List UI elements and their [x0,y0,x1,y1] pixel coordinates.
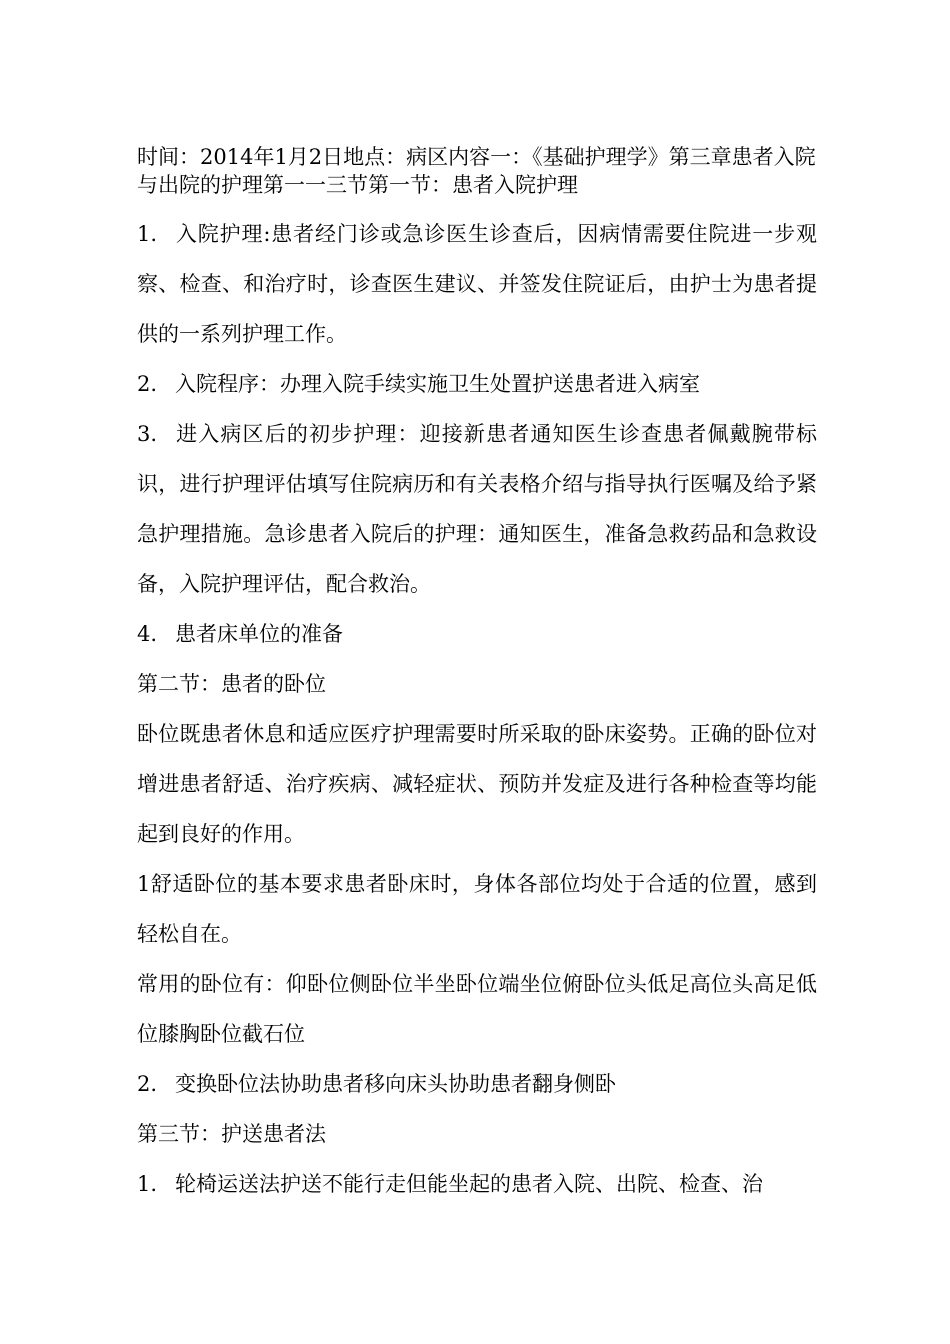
paragraph-text: 轮椅运送法护送不能行走但能坐起的患者入院、出院、检查、治 [175,1172,763,1196]
paragraph-5: 卧位既患者休息和适应医疗护理需要时所采取的卧床姿势。正确的卧位对增进患者舒适、治疗疾病、减轻症状、预防并发症及进行各种检查等均能起到良好的作用。 [137,722,817,846]
section-heading-3: 第三节：护送患者法 [137,1122,326,1146]
paragraph-4 [137,609,817,659]
document-page [137,143,817,1209]
paragraph-number: 2. [137,1072,158,1096]
paragraph-3 [137,409,817,609]
paragraph-number: 1. [137,222,158,246]
paragraph-text: 患者床单位的准备 [175,622,343,646]
paragraph-7: 常用的卧位有：仰卧位侧卧位半坐卧位端坐位俯卧位头低足高位头高足低位膝胸卧位截石位 [137,972,817,1046]
paragraph-number: 2. [137,372,158,396]
paragraph-1 [137,209,817,359]
paragraph-number: 1. [137,1172,158,1196]
document-header: 时间：2014年1月2日地点：病区内容一：《基础护理学》第三章患者入院与出院的护理第一一三节第一节：患者入院护理 [137,145,816,197]
paragraph-number: 3. [137,422,158,446]
paragraph-9 [137,1159,817,1209]
paragraph-text: 变换卧位法协助患者移向床头协助患者翻身侧卧 [175,1072,616,1096]
paragraph-text: 进入病区后的初步护理：迎接新患者通知医生诊查患者佩戴腕带标识，进行护理评估填写住院病历和有关表格介绍与指导执行医嘱及给予紧急护理措施。急诊患者入院后的护理：通知医生，准备急救药品和急救设备，入院护理评估，配合救治。 [137,422,817,596]
paragraph-2 [137,359,817,409]
paragraph-text: 入院程序：办理入院手续实施卫生处置护送患者进入病室 [175,372,700,396]
paragraph-text: 入院护理:患者经门诊或急诊医生诊查后，因病情需要住院进一步观察、检查、和治疗时，诊查医生建议、并签发住院证后，由护士为患者提供的一系列护理工作。 [137,222,817,346]
paragraph-8 [137,1059,817,1109]
section-heading-2: 第二节：患者的卧位 [137,672,326,696]
paragraph-number: 4. [137,622,158,646]
paragraph-6: 1舒适卧位的基本要求患者卧床时，身体各部位均处于合适的位置，感到轻松自在。 [137,872,817,946]
